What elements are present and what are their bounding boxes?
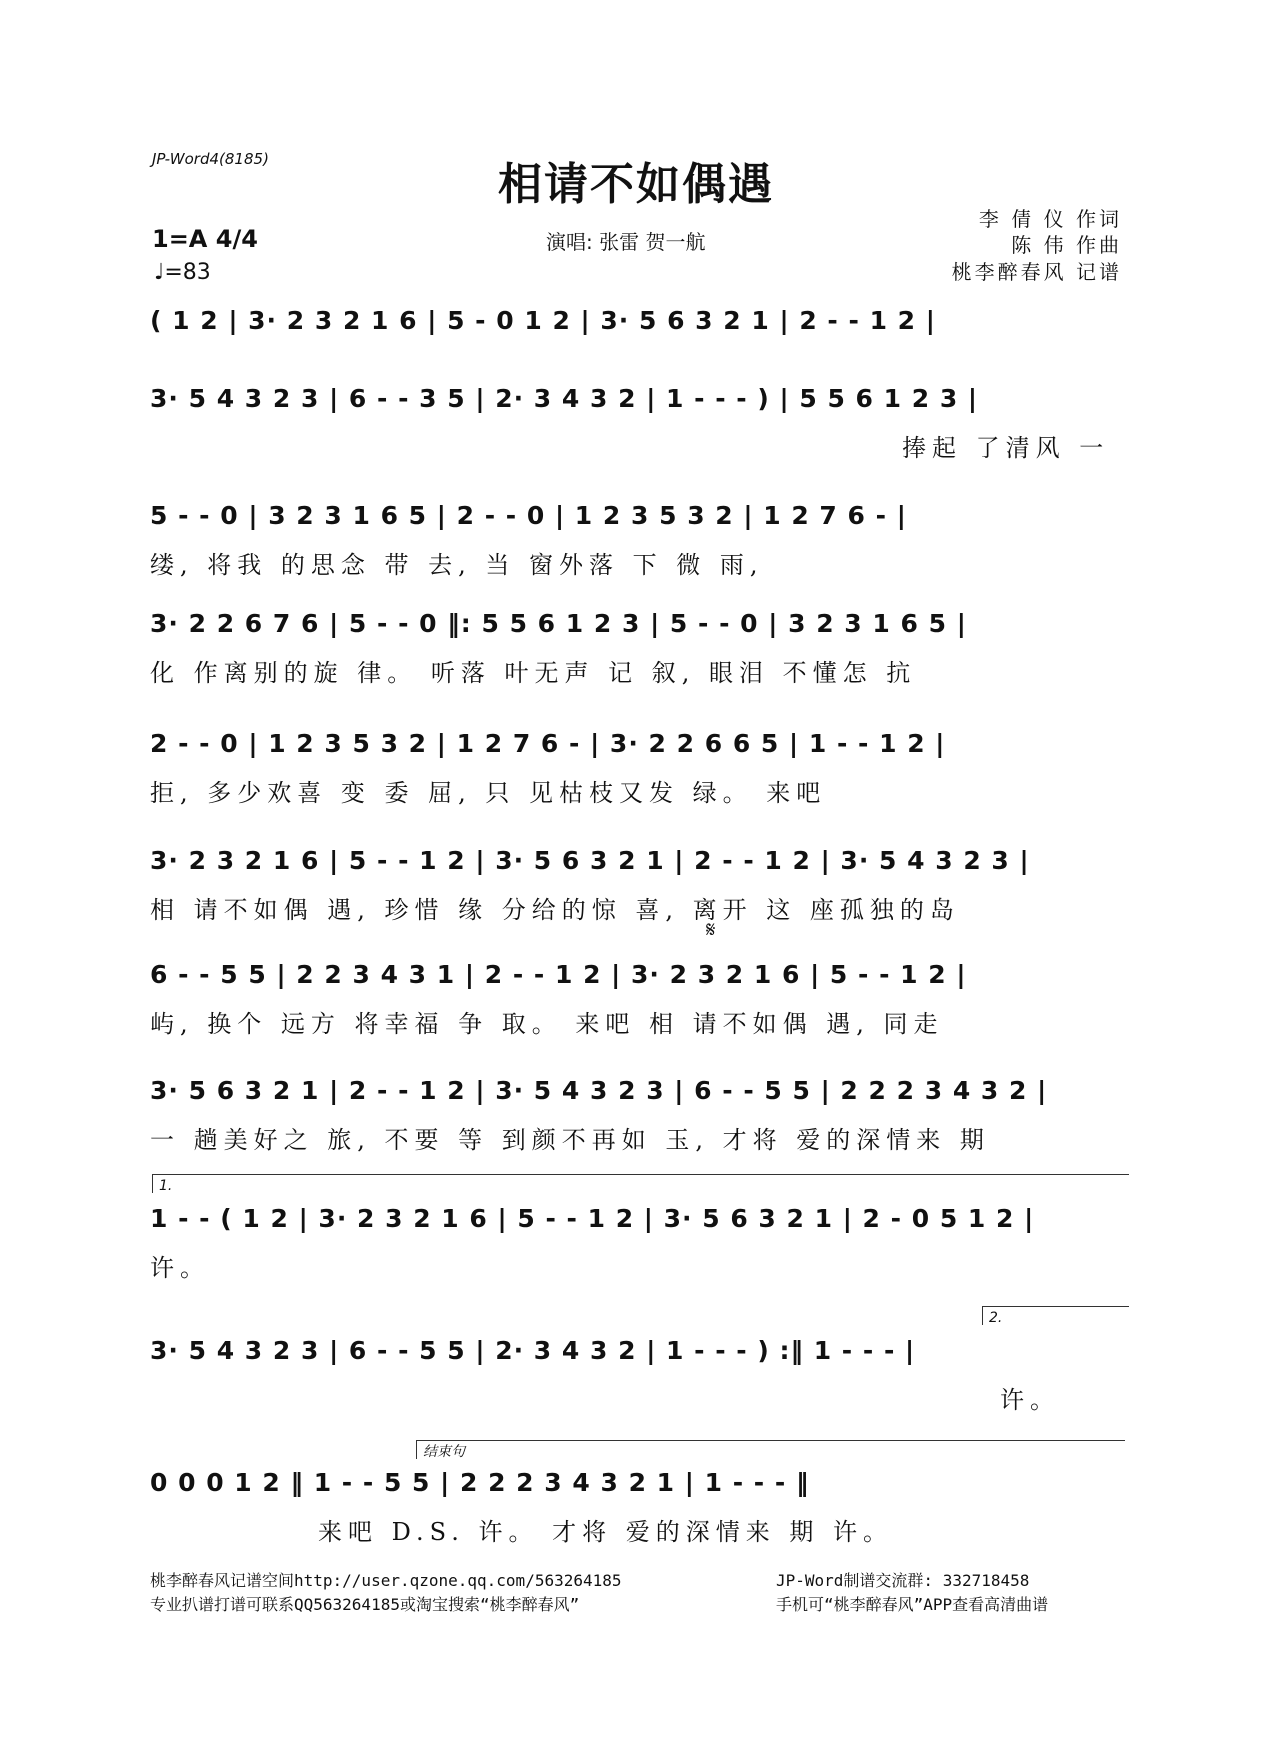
notation-line: 3· 2 2 6 7 6 | 5 - - 0 ‖: 5 5 6 1 2 3 | 5 - - 0 | 3 2 3 1 6 5 | (150, 609, 967, 638)
lyrics-line: 许。 (1000, 1386, 1060, 1414)
notation-line: 3· 5 4 3 2 3 | 6 - - 3 5 | 2· 3 4 3 2 | 1 - - - ) | 5 5 6 1 2 3 | (150, 384, 979, 413)
lyrics-line: 捧起 了清风 一 (902, 434, 1110, 462)
tempo-mark: ♩=83 (154, 260, 211, 285)
notation-line: 5 - - 0 | 3 2 3 1 6 5 | 2 - - 0 | 1 2 3 5 3 2 | 1 2 7 6 - | (150, 501, 907, 530)
footer-left-line2: 专业扒谱打谱可联系QQ563264185或淘宝搜索“桃李醉春风” (150, 1595, 580, 1614)
footer-right-line2: 手机可“桃李醉春风”APP查看高清曲谱 (776, 1595, 1049, 1614)
first-ending-label: 1. (159, 1178, 173, 1194)
lyrics-line: 缕, 将我 的思念 带 去, 当 窗外落 下 微 雨, (150, 551, 764, 579)
first-ending-bracket (152, 1174, 1129, 1193)
footer-right-line1: JP-Word制谱交流群: 332718458 (776, 1571, 1030, 1590)
footer-left-line1: 桃李醉春风记谱空间http://user.qzone.qq.com/563264185 (150, 1571, 622, 1590)
app-id: JP-Word4(8185) (152, 150, 269, 168)
second-ending-label: 2. (989, 1310, 1003, 1326)
segno-sign: 𝄋 (706, 918, 716, 943)
coda-label: 结束句 (423, 1444, 465, 1460)
notation-line: 6 - - 5 5 | 2 2 3 4 3 1 | 2 - - 1 2 | 3· 2 3 2 1 6 | 5 - - 1 2 | (150, 960, 967, 989)
lyrics-line: 一 趟美好之 旅, 不要 等 到颜不再如 玉, 才将 爱的深情来 期 (150, 1126, 990, 1154)
lyrics-line: 相 请不如偶 遇, 珍惜 缘 分给的惊 喜, 离开 这 座孤独的岛 (150, 896, 960, 924)
lyrics-line: 来吧 D.S. 许。 才将 爱的深情来 期 许。 (318, 1518, 894, 1546)
key-signature: 1=A 4/4 (152, 225, 258, 253)
singer-credit: 演唱: 张雷 贺一航 (546, 230, 706, 254)
notation-line: 0 0 0 1 2 ‖ 1 - - 5 5 | 2 2 2 3 4 3 2 1 | 1 - - - ‖ (150, 1468, 810, 1497)
second-ending-bracket (982, 1306, 1129, 1325)
lyrics-line: 化 作离别的旋 律。 听落 叶无声 记 叙, 眼泪 不懂怎 抗 (150, 659, 917, 687)
notation-line: 3· 5 6 3 2 1 | 2 - - 1 2 | 3· 5 4 3 2 3 | 6 - - 5 5 | 2 2 2 3 4 3 2 | (150, 1076, 1048, 1105)
notation-line: 1 - - ( 1 2 | 3· 2 3 2 1 6 | 5 - - 1 2 | 3· 5 6 3 2 1 | 2 - 0 5 1 2 | (150, 1204, 1035, 1233)
notation-line: 3· 2 3 2 1 6 | 5 - - 1 2 | 3· 5 6 3 2 1 | 2 - - 1 2 | 3· 5 4 3 2 3 | (150, 846, 1030, 875)
transcriber-credit: 桃李醉春风 记谱 (951, 260, 1122, 284)
notation-line: ( 1 2 | 3· 2 3 2 1 6 | 5 - 0 1 2 | 3· 5 6 3 2 1 | 2 - - 1 2 | (150, 306, 936, 335)
notation-line: 3· 5 4 3 2 3 | 6 - - 5 5 | 2· 3 4 3 2 | 1 - - - ) :‖ 1 - - - | (150, 1336, 916, 1365)
lyrics-line: 屿, 换个 远方 将幸福 争 取。 来吧 相 请不如偶 遇, 同走 (150, 1010, 944, 1038)
composer-credit: 陈 伟 作曲 (1011, 233, 1122, 257)
song-title: 相请不如偶遇 (498, 159, 774, 210)
notation-line: 2 - - 0 | 1 2 3 5 3 2 | 1 2 7 6 - | 3· 2 2 6 6 5 | 1 - - 1 2 | (150, 729, 946, 758)
coda-bracket (416, 1440, 1125, 1459)
lyrics-line: 拒, 多少欢喜 变 委 屈, 只 见枯枝又发 绿。 来吧 (150, 779, 827, 807)
lyricist-credit: 李 倩 仪 作词 (978, 207, 1122, 231)
lyrics-line: 许。 (150, 1254, 210, 1282)
